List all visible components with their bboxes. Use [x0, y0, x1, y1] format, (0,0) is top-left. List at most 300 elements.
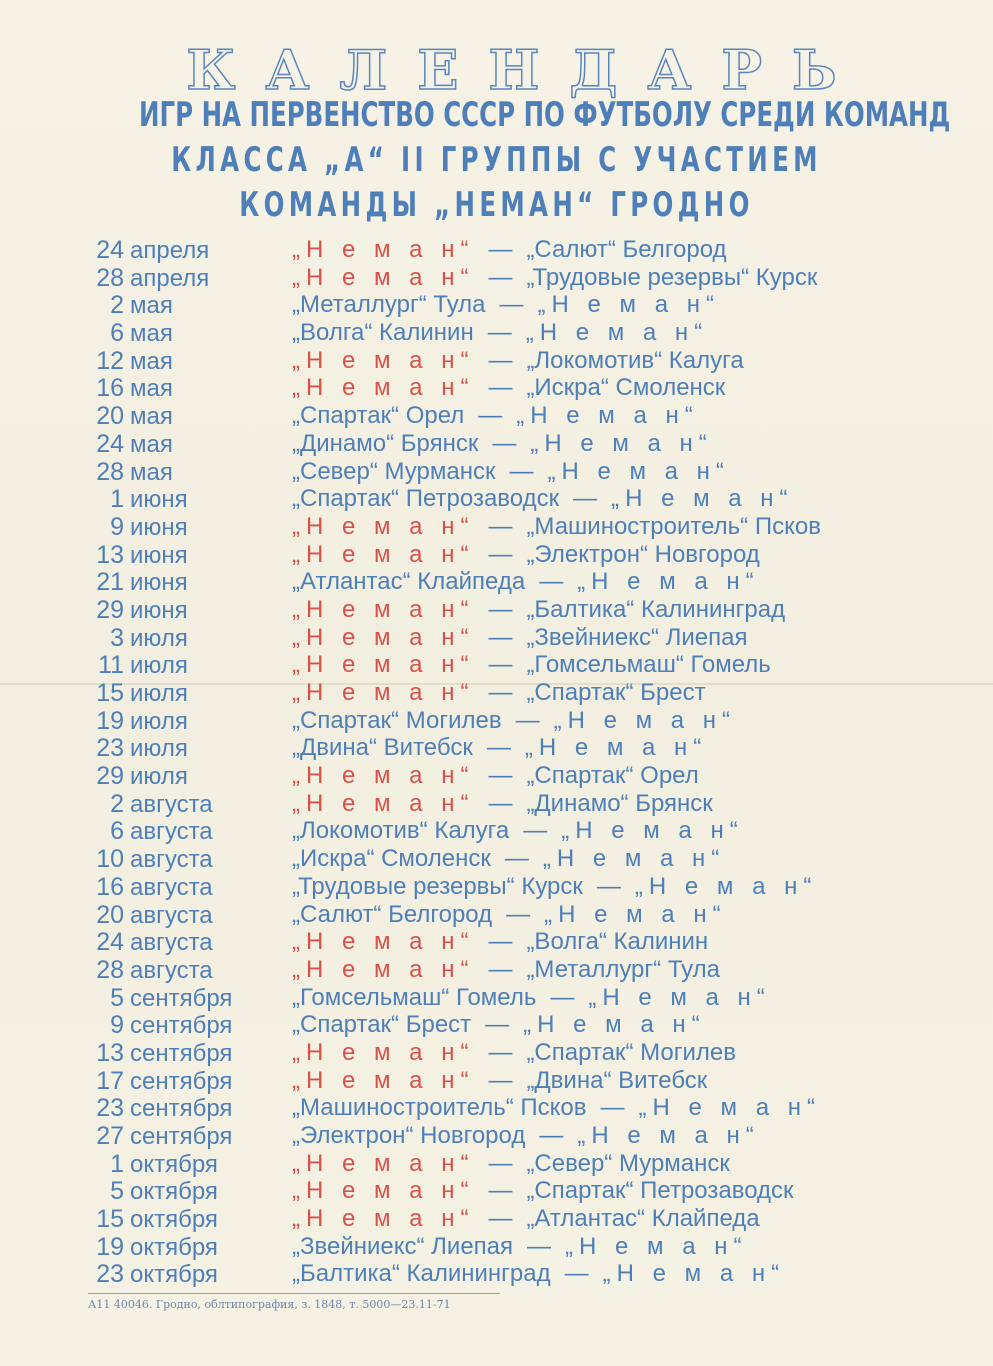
match-pairing: [292, 845, 725, 873]
match-pairing: [292, 873, 817, 901]
versus-dash: —: [488, 1205, 513, 1233]
opponent-team: „Спартак“ Брест: [526, 679, 706, 706]
neman-team: „Н е м а н“: [544, 900, 727, 928]
match-row: [0, 264, 993, 292]
match-day: 28: [96, 263, 124, 292]
neman-team: „Н е м а н“: [530, 429, 713, 457]
footer-divider: [88, 1293, 500, 1294]
match-date: [60, 707, 260, 736]
match-day: 24: [96, 236, 124, 264]
opponent-team: „Искра“ Смоленск: [292, 845, 491, 873]
neman-team: „Н е м а н“: [602, 1260, 786, 1288]
neman-team: „Н е м а н“: [292, 762, 475, 790]
versus-dash: —: [488, 1177, 513, 1205]
versus-dash: —: [488, 263, 513, 291]
neman-team: „Н е м а н“: [525, 319, 709, 347]
match-pairing: [292, 1233, 747, 1261]
match-date: [60, 1039, 260, 1068]
neman-team: „Н е м а н“: [547, 457, 730, 485]
match-month: августа: [130, 901, 213, 929]
neman-team: „Н е м а н“: [292, 374, 475, 402]
neman-team: „Н е м а н“: [292, 263, 475, 291]
versus-dash: —: [509, 457, 534, 485]
versus-dash: —: [564, 1260, 589, 1288]
match-row: [0, 1094, 993, 1122]
match-schedule: [0, 236, 993, 1288]
match-day: 9: [110, 512, 124, 541]
match-date: [60, 347, 260, 376]
versus-dash: —: [550, 983, 575, 1011]
match-day: 28: [96, 955, 124, 984]
match-day: 19: [96, 706, 124, 735]
neman-team: „Н е м а н“: [553, 706, 737, 734]
opponent-team: „Металлург“ Тула: [526, 955, 720, 983]
opponent-team: „Гомсельмаш“ Гомель: [526, 651, 771, 679]
versus-dash: —: [488, 374, 513, 402]
match-date: [60, 1011, 260, 1040]
opponent-team: „Электрон“ Новгород: [292, 1122, 526, 1149]
neman-team: „Н е м а н“: [292, 928, 475, 956]
match-day: 2: [110, 291, 124, 320]
match-date: [60, 513, 260, 542]
versus-dash: —: [600, 1094, 625, 1122]
match-day: 2: [110, 789, 124, 818]
match-day: 29: [96, 595, 124, 624]
match-pairing: [292, 790, 713, 818]
neman-team: „Н е м а н“: [588, 983, 771, 1011]
match-pairing: [292, 347, 744, 375]
match-row: [0, 485, 993, 513]
opponent-team: „Спартак“ Петрозаводск: [292, 485, 560, 513]
opponent-team: „Спартак“ Петрозаводск: [526, 1177, 794, 1205]
opponent-team: „Электрон“ Новгород: [526, 540, 760, 568]
match-date: [60, 485, 260, 514]
match-day: 13: [96, 1038, 124, 1067]
neman-team: „Н е м а н“: [634, 872, 818, 900]
match-month: октября: [130, 1150, 218, 1178]
match-day: 11: [98, 651, 124, 680]
match-day: 24: [96, 429, 124, 458]
match-row: [0, 596, 993, 624]
match-date: [60, 458, 260, 487]
match-pairing: [292, 264, 817, 292]
opponent-team: „Волга“ Калинин: [526, 928, 709, 956]
opponent-team: „Динамо“ Брянск: [526, 789, 713, 817]
versus-dash: —: [539, 1122, 564, 1149]
versus-dash: —: [492, 429, 517, 457]
opponent-team: „Звейниекс“ Лиепая: [526, 623, 748, 651]
match-month: сентября: [130, 1039, 233, 1067]
neman-team: „Н е м а н“: [565, 1232, 748, 1260]
match-month: августа: [130, 956, 213, 984]
match-date: [60, 651, 260, 680]
match-date: [60, 790, 260, 819]
opponent-team: „Салют“ Белгород: [526, 236, 727, 263]
subtitle-line-2: КЛАССА „А“ II ГРУППЫ С УЧАСТИЕМ: [171, 140, 822, 180]
match-day: 16: [96, 374, 124, 403]
versus-dash: —: [573, 485, 598, 513]
match-row: [0, 291, 993, 319]
match-row: [0, 845, 993, 873]
match-row: [0, 1067, 993, 1095]
match-month: мая: [130, 403, 173, 431]
neman-team: „Н е м а н“: [523, 1011, 706, 1039]
match-row: [0, 624, 993, 652]
neman-team: „Н е м а н“: [524, 734, 708, 762]
match-pairing: [292, 1150, 730, 1178]
versus-dash: —: [539, 568, 564, 596]
match-pairing: [292, 1260, 785, 1288]
match-date: [60, 928, 260, 957]
match-month: июня: [130, 486, 188, 514]
opponent-team: „Балтика“ Калининград: [526, 595, 786, 623]
match-day: 28: [96, 457, 124, 486]
versus-dash: —: [515, 706, 540, 734]
neman-team: „Н е м а н“: [537, 291, 720, 319]
match-pairing: [292, 541, 760, 569]
opponent-team: „Север“ Мурманск: [292, 457, 496, 485]
match-month: августа: [130, 873, 213, 901]
match-day: 6: [110, 817, 124, 846]
match-month: июля: [130, 652, 188, 680]
versus-dash: —: [488, 595, 513, 623]
opponent-team: „Двина“ Витебск: [292, 734, 473, 762]
match-month: июля: [130, 680, 188, 707]
match-row: [0, 374, 993, 402]
match-day: 9: [110, 1011, 124, 1040]
match-date: [60, 679, 260, 708]
opponent-team: „Спартак“ Орел: [526, 762, 699, 790]
match-month: августа: [130, 790, 213, 818]
versus-dash: —: [488, 762, 513, 790]
match-date: [60, 984, 260, 1013]
neman-team: „Н е м а н“: [292, 1149, 475, 1177]
versus-dash: —: [488, 1066, 513, 1094]
match-date: [60, 956, 260, 985]
match-day: 5: [110, 983, 124, 1012]
match-row: [0, 762, 993, 790]
match-month: июня: [130, 541, 188, 569]
match-month: июня: [130, 569, 188, 597]
match-month: июля: [130, 624, 188, 652]
match-day: 21: [96, 568, 124, 597]
versus-dash: —: [527, 1232, 552, 1260]
versus-dash: —: [488, 789, 513, 817]
neman-team: „Н е м а н“: [292, 679, 475, 706]
match-row: [0, 1011, 993, 1039]
match-pairing: [292, 1039, 736, 1067]
match-pairing: [292, 624, 747, 652]
opponent-team: „Локомотив“ Калуга: [526, 346, 744, 374]
match-date: [60, 873, 260, 902]
match-row: [0, 319, 993, 347]
neman-team: „Н е м а н“: [292, 512, 475, 540]
match-row: [0, 956, 993, 984]
versus-dash: —: [504, 845, 529, 873]
match-row: [0, 1122, 993, 1150]
match-month: октября: [130, 1206, 218, 1234]
subtitle-line-1: ИГР НА ПЕРВЕНСТВО СССР ПО ФУТБОЛУ СРЕДИ КОМАНД: [139, 95, 951, 135]
match-month: июля: [130, 735, 188, 763]
versus-dash: —: [488, 928, 513, 956]
opponent-team: „Спартак“ Могилев: [292, 706, 502, 734]
match-day: 5: [110, 1177, 124, 1206]
neman-team: „Н е м а н“: [292, 1038, 475, 1066]
neman-team: „Н е м а н“: [611, 485, 794, 513]
match-day: 24: [96, 928, 124, 957]
match-month: июля: [130, 707, 188, 735]
match-row: [0, 1205, 993, 1233]
match-pairing: [292, 707, 736, 735]
match-month: августа: [130, 929, 213, 957]
match-day: 15: [96, 1205, 124, 1234]
match-day: 12: [96, 346, 124, 375]
match-row: [0, 928, 993, 956]
match-row: [0, 402, 993, 430]
match-row: [0, 236, 993, 264]
match-pairing: [292, 1205, 760, 1233]
match-day: 17: [96, 1066, 124, 1095]
match-month: октября: [130, 1178, 218, 1206]
opponent-team: „Спартак“ Могилев: [526, 1038, 737, 1066]
match-pairing: [292, 817, 744, 845]
match-date: [60, 624, 260, 653]
match-row: [0, 984, 993, 1012]
match-date: [60, 568, 260, 597]
match-row: [0, 1260, 993, 1288]
match-pairing: [292, 762, 699, 790]
match-day: 19: [96, 1232, 124, 1261]
match-row: [0, 1233, 993, 1261]
neman-team: „Н е м а н“: [638, 1094, 821, 1122]
opponent-team: „Металлург“ Тула: [292, 291, 486, 319]
match-row: [0, 734, 993, 762]
versus-dash: —: [523, 817, 548, 845]
match-date: [60, 1122, 260, 1151]
match-month: августа: [130, 846, 213, 874]
match-row: [0, 817, 993, 845]
match-row: [0, 873, 993, 901]
neman-team: „Н е м а н“: [542, 845, 726, 873]
match-date: [60, 734, 260, 763]
match-pairing: [292, 430, 713, 458]
match-pairing: [292, 901, 727, 929]
opponent-team: „Машиностроитель“ Псков: [526, 512, 821, 540]
match-date: [60, 1233, 260, 1262]
versus-dash: —: [488, 540, 513, 568]
match-row: [0, 1150, 993, 1178]
match-pairing: [292, 734, 707, 762]
match-day: 29: [96, 762, 124, 791]
match-day: 27: [96, 1122, 124, 1150]
match-row: [0, 651, 993, 679]
match-month: сентября: [130, 984, 233, 1012]
match-day: 20: [96, 900, 124, 929]
opponent-team: „Балтика“ Калининград: [292, 1260, 551, 1288]
match-month: сентября: [130, 1095, 233, 1123]
match-month: мая: [130, 347, 173, 375]
match-day: 6: [110, 319, 124, 348]
match-pairing: [292, 956, 720, 984]
versus-dash: —: [488, 512, 513, 540]
neman-team: „Н е м а н“: [292, 789, 475, 817]
match-day: 1: [110, 485, 124, 514]
versus-dash: —: [478, 402, 503, 430]
versus-dash: —: [488, 679, 513, 706]
neman-team: „Н е м а н“: [292, 1066, 475, 1094]
match-day: 10: [96, 845, 124, 874]
match-row: [0, 541, 993, 569]
match-row: [0, 513, 993, 541]
opponent-team: „Атлантас“ Клайпеда: [526, 1205, 760, 1233]
opponent-team: „Машиностроитель“ Псков: [292, 1094, 587, 1122]
match-month: сентября: [130, 1012, 233, 1040]
match-day: 15: [96, 679, 124, 707]
opponent-team: „Искра“ Смоленск: [526, 374, 726, 402]
opponent-team: „Динамо“ Брянск: [292, 429, 479, 457]
match-row: [0, 568, 993, 596]
opponent-team: „Трудовые резервы“ Курск: [526, 263, 818, 291]
match-date: [60, 1205, 260, 1234]
opponent-team: „Спартак“ Брест: [292, 1011, 472, 1039]
neman-team: „Н е м а н“: [292, 955, 475, 983]
match-month: октября: [130, 1233, 218, 1261]
match-pairing: [292, 1122, 760, 1150]
match-day: 20: [96, 402, 124, 431]
match-date: [60, 762, 260, 791]
calendar-title: КАЛЕНДАРЬ: [186, 38, 867, 102]
match-month: мая: [130, 375, 173, 403]
versus-dash: —: [488, 1038, 513, 1066]
match-date: [60, 901, 260, 930]
match-date: [60, 430, 260, 459]
opponent-team: „Трудовые резервы“ Курск: [292, 872, 583, 900]
versus-dash: —: [488, 236, 513, 263]
match-pairing: [292, 1067, 707, 1095]
versus-dash: —: [486, 734, 511, 762]
opponent-team: „Север“ Мурманск: [526, 1149, 730, 1177]
versus-dash: —: [487, 319, 512, 347]
match-row: [0, 458, 993, 486]
print-imprint: А11 40046. Гродно, облтипография, з. 1848, т. 5000—23.11-71: [88, 1298, 451, 1311]
match-date: [60, 264, 260, 293]
match-pairing: [292, 568, 760, 596]
match-pairing: [292, 1177, 794, 1205]
match-row: [0, 1039, 993, 1067]
opponent-team: „Гомсельмаш“ Гомель: [292, 983, 537, 1011]
match-day: 3: [110, 623, 124, 652]
opponent-team: „Локомотив“ Калуга: [292, 817, 510, 845]
neman-team: „Н е м а н“: [516, 402, 699, 430]
match-row: [0, 707, 993, 735]
match-row: [0, 679, 993, 707]
match-date: [60, 1067, 260, 1096]
match-pairing: [292, 374, 725, 402]
versus-dash: —: [485, 1011, 510, 1039]
versus-dash: —: [596, 872, 621, 900]
match-date: [60, 1150, 260, 1179]
match-day: 23: [96, 1094, 124, 1123]
match-date: [60, 1260, 260, 1289]
neman-team: „Н е м а н“: [292, 540, 475, 568]
opponent-team: „Салют“ Белгород: [292, 900, 493, 928]
match-row: [0, 430, 993, 458]
match-date: [60, 319, 260, 348]
match-pairing: [292, 485, 794, 513]
match-row: [0, 347, 993, 375]
match-pairing: [292, 651, 771, 679]
match-pairing: [292, 513, 821, 541]
match-date: [60, 236, 260, 265]
match-month: мая: [130, 458, 173, 486]
neman-team: „Н е м а н“: [292, 623, 475, 651]
match-day: 23: [96, 734, 124, 763]
match-row: [0, 790, 993, 818]
match-month: июня: [130, 513, 188, 541]
match-month: августа: [130, 818, 213, 846]
match-day: 1: [110, 1149, 124, 1178]
match-month: мая: [130, 430, 173, 458]
versus-dash: —: [488, 1149, 513, 1177]
neman-team: „Н е м а н“: [292, 346, 475, 374]
match-pairing: [292, 319, 708, 347]
match-pairing: [292, 1011, 706, 1039]
neman-team: „Н е м а н“: [292, 1177, 475, 1205]
neman-team: „Н е м а н“: [292, 1205, 475, 1233]
match-date: [60, 291, 260, 320]
match-row: [0, 901, 993, 929]
match-date: [60, 374, 260, 403]
match-month: апреля: [130, 237, 210, 264]
versus-dash: —: [488, 623, 513, 651]
match-pairing: [292, 596, 785, 624]
match-date: [60, 845, 260, 874]
neman-team: „Н е м а н“: [577, 1122, 760, 1149]
match-date: [60, 817, 260, 846]
match-pairing: [292, 679, 706, 707]
match-pairing: [292, 291, 720, 319]
versus-dash: —: [488, 651, 513, 679]
match-month: мая: [130, 292, 173, 320]
match-date: [60, 596, 260, 625]
match-month: мая: [130, 320, 173, 348]
match-month: октября: [130, 1261, 218, 1289]
opponent-team: „Атлантас“ Клайпеда: [292, 568, 526, 596]
opponent-team: „Спартак“ Орел: [292, 402, 465, 430]
versus-dash: —: [499, 291, 524, 319]
match-pairing: [292, 1094, 821, 1122]
match-month: июня: [130, 596, 188, 624]
neman-team: „Н е м а н“: [561, 817, 744, 845]
match-row: [0, 1177, 993, 1205]
versus-dash: —: [506, 900, 531, 928]
versus-dash: —: [488, 955, 513, 983]
match-date: [60, 541, 260, 570]
match-date: [60, 402, 260, 431]
opponent-team: „Волга“ Калинин: [292, 319, 474, 347]
match-pairing: [292, 402, 699, 430]
subtitle-line-3: КОМАНДЫ „НЕМАН“ ГРОДНО: [239, 185, 754, 225]
match-pairing: [292, 984, 771, 1012]
opponent-team: „Двина“ Витебск: [526, 1066, 708, 1094]
match-day: 23: [96, 1260, 124, 1289]
match-pairing: [292, 236, 727, 264]
match-month: сентября: [130, 1123, 233, 1150]
match-date: [60, 1094, 260, 1123]
match-month: июля: [130, 763, 188, 791]
versus-dash: —: [488, 346, 513, 374]
neman-team: „Н е м а н“: [292, 595, 475, 623]
